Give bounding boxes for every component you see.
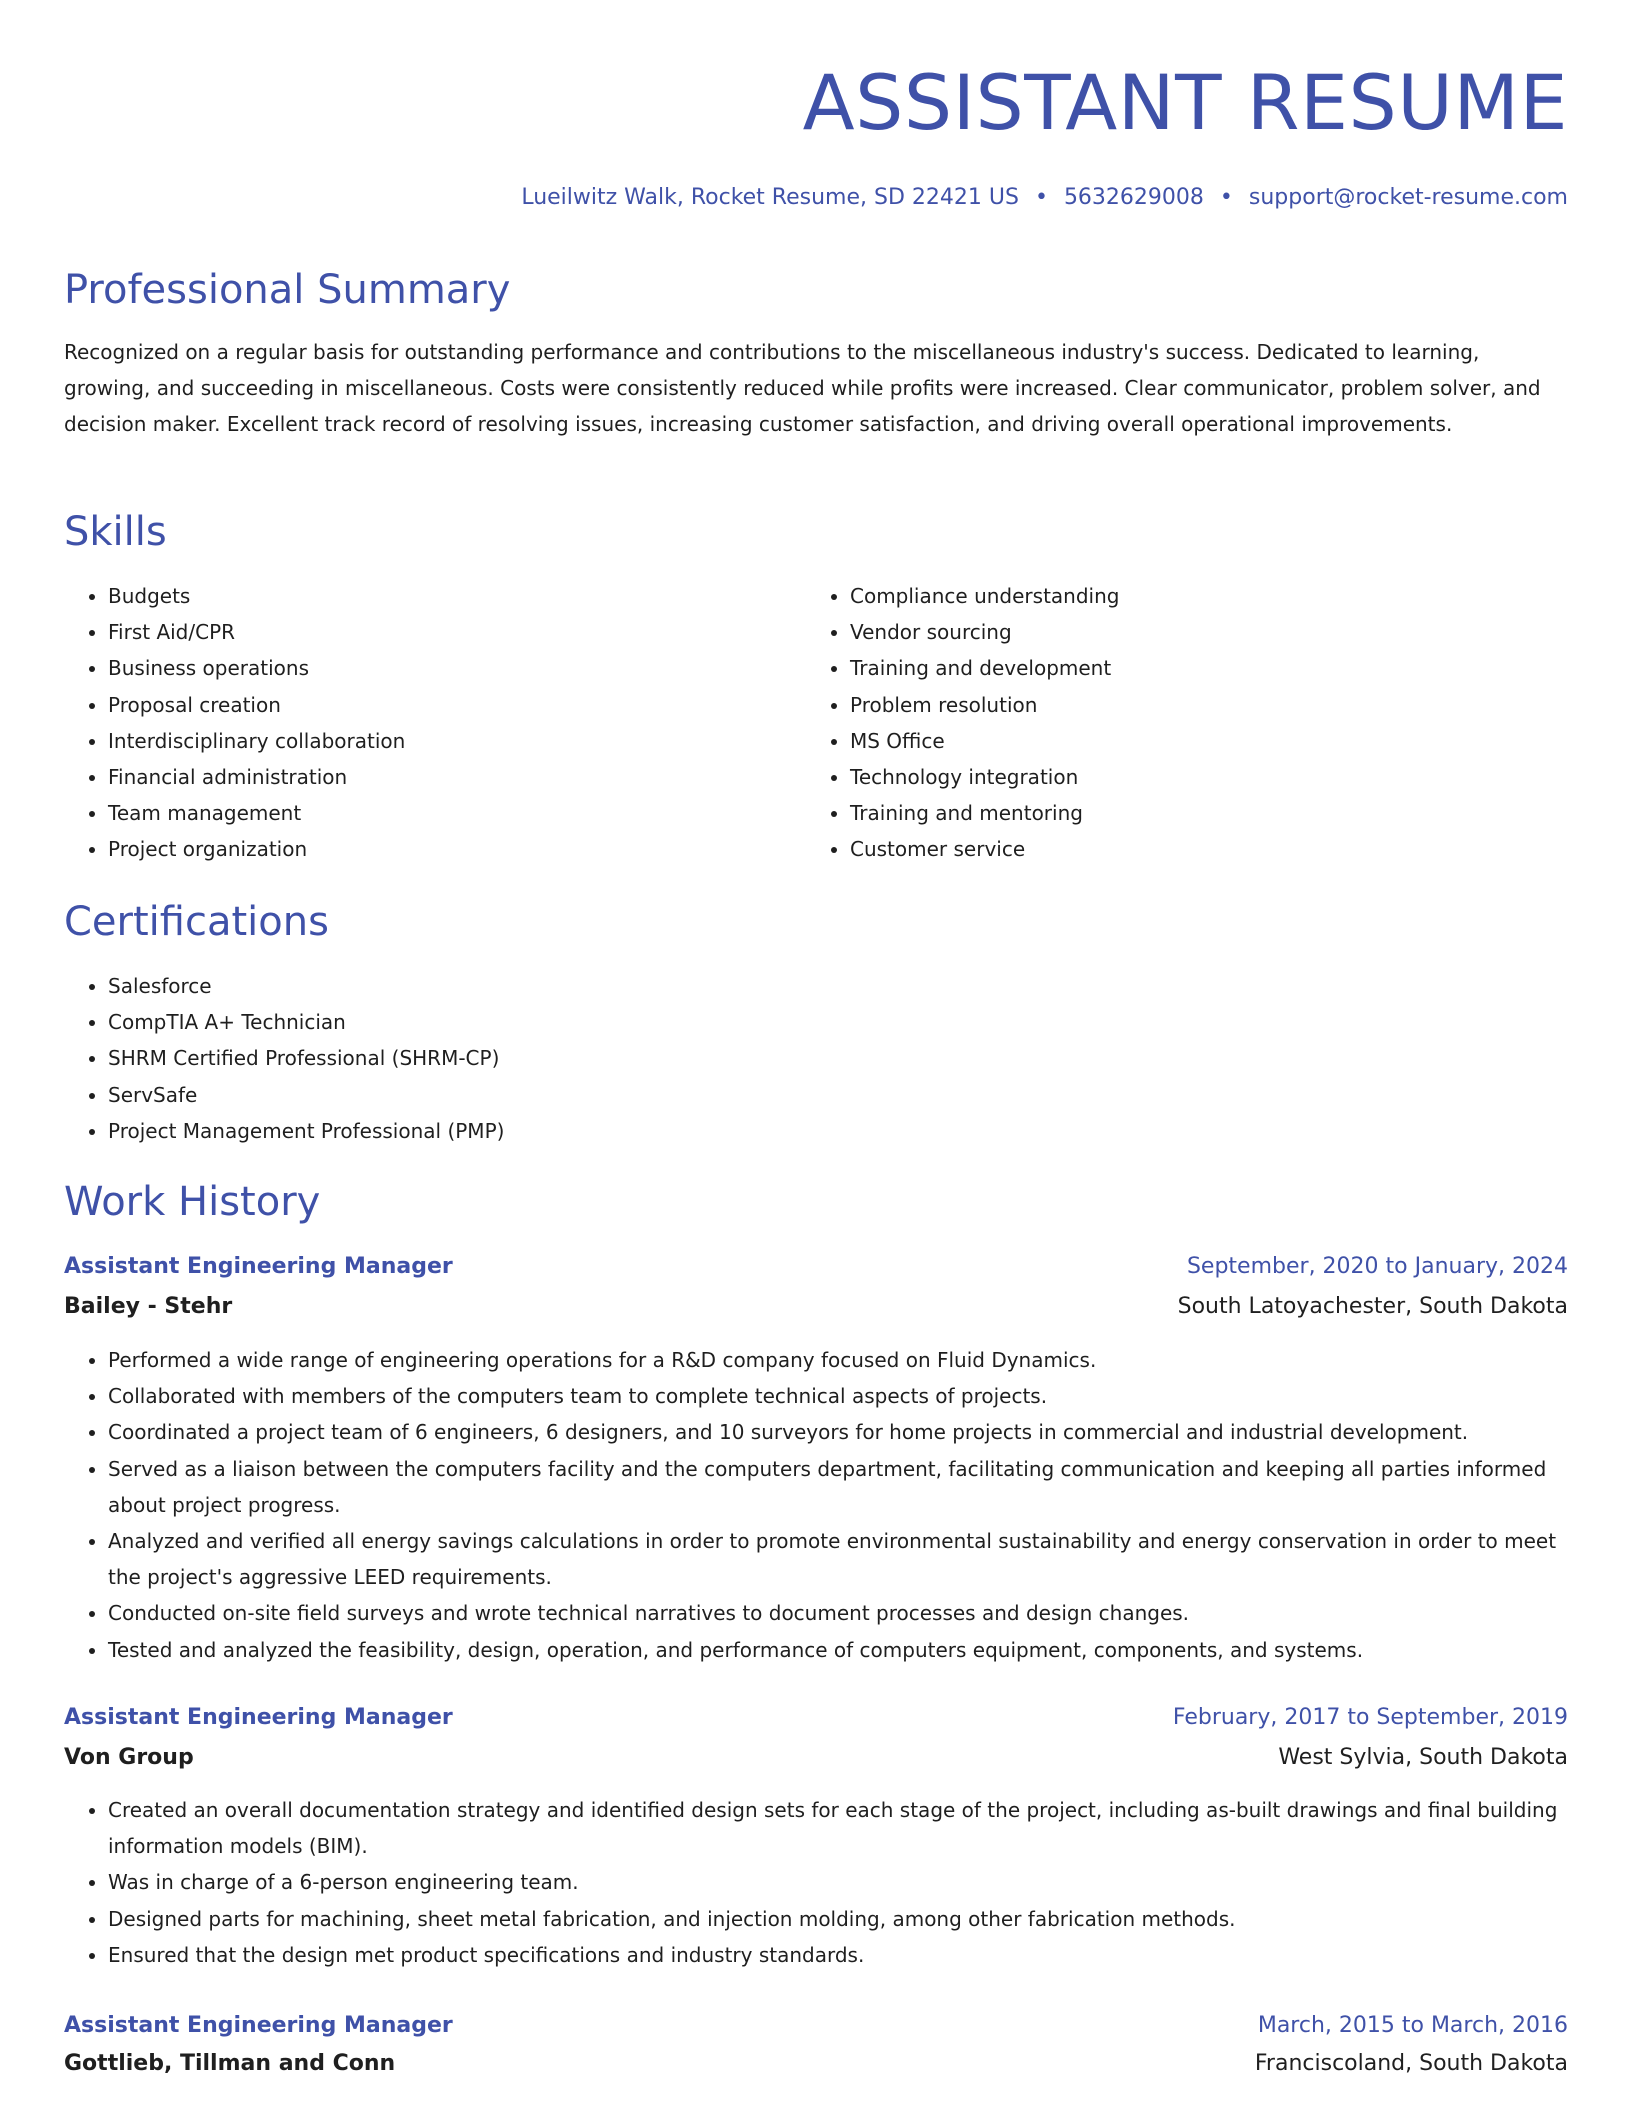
job-bullet: • Created an overall documentation strategy and identified design sets for each stage of the project, including as-built drawings and final building information models (BIM). [108, 1792, 1568, 1864]
contact-separator: • [1034, 185, 1048, 210]
job-company: Gottlieb, Tillman and Conn [64, 2051, 396, 2076]
contact-address: Lueilwitz Walk, Rocket Resume, SD 22421 US [521, 185, 1019, 210]
job-bullet: • Was in charge of a 6-person engineering team. [108, 1864, 1568, 1900]
skill-item: • Business operations [108, 650, 808, 686]
job-company: Bailey - Stehr [64, 1294, 233, 1319]
skill-item: • Compliance understanding [850, 578, 1550, 614]
job-title: Assistant Engineering Manager [64, 2013, 453, 2038]
certifications-list [64, 968, 1508, 1149]
summary-heading: Professional Summary [64, 267, 511, 313]
skill-item: • Customer service [850, 831, 1550, 867]
certification-item: • Project Management Professional (PMP) [108, 1113, 1508, 1149]
skill-item: • Team management [108, 795, 808, 831]
job-bullet: • Designed parts for machining, sheet metal fabrication, and injection molding, among other fabrication methods. [108, 1901, 1568, 1937]
job-bullet: • Ensured that the design met product specifications and industry standards. [108, 1937, 1568, 1973]
skills-heading: Skills [64, 509, 167, 555]
job-bullet: • Served as a liaison between the computers facility and the computers department, facilitating communication and keeping all parties informed about project progress. [108, 1451, 1568, 1523]
job-title: Assistant Engineering Manager [64, 1254, 453, 1279]
skill-item: • Budgets [108, 578, 808, 614]
job-bullet: • Performed a wide range of engineering operations for a R&D company focused on Fluid Dynamics. [108, 1342, 1568, 1378]
contact-line [521, 182, 1568, 214]
skill-item: • Vendor sourcing [850, 614, 1550, 650]
job-bullet: • Collaborated with members of the computers team to complete technical aspects of projects. [108, 1378, 1568, 1414]
work-history-heading: Work History [64, 1179, 321, 1225]
job-location: South Latoyachester, South Dakota [1177, 1294, 1568, 1319]
skill-item: • Proposal creation [108, 687, 808, 723]
job-dates: February, 2017 to September, 2019 [1172, 1705, 1568, 1730]
certification-item: • Salesforce [108, 968, 1508, 1004]
contact-separator: • [1219, 185, 1233, 210]
job-dates: September, 2020 to January, 2024 [1186, 1254, 1568, 1279]
skill-item: • Training and development [850, 650, 1550, 686]
job-company: Von Group [64, 1745, 194, 1770]
job-bullet: • Analyzed and verified all energy savings calculations in order to promote environmental sustainability and energy conservation in order to meet the project's aggressive LEED requirements. [108, 1523, 1568, 1595]
job-bullet: • Conducted on-site field surveys and wrote technical narratives to document processes and design changes. [108, 1595, 1568, 1631]
summary-text: Recognized on a regular basis for outstanding performance and contributions to the miscellaneous industry's success. Dedicated to learning, growing, and succeeding in miscellaneous. Costs were consistently reduced while profits were increased. Clear communicator, problem solver, and decision maker. Excellent track record of resolving issues, increasing customer satisfaction, and driving overall operational improvements. [64, 340, 1541, 436]
job-dates: March, 2015 to March, 2016 [1257, 2013, 1568, 2038]
skill-item: • Training and mentoring [850, 795, 1550, 831]
skill-item: • Project organization [108, 831, 808, 867]
job-bullet: • Coordinated a project team of 6 engineers, 6 designers, and 10 surveyors for home projects in commercial and industrial development. [108, 1414, 1568, 1450]
skill-item: • MS Office [850, 723, 1550, 759]
skill-item: • Financial administration [108, 759, 808, 795]
job-bullet-list [64, 1342, 1568, 1668]
resume-name: ASSISTANT RESUME [802, 58, 1568, 147]
skill-item: • Technology integration [850, 759, 1550, 795]
contact-phone[interactable]: 5632629008 [1063, 185, 1204, 210]
job-bullet: • Tested and analyzed the feasibility, design, operation, and performance of computers equipment, components, and systems. [108, 1632, 1568, 1668]
job-location: Franciscoland, South Dakota [1254, 2051, 1568, 2076]
certifications-heading: Certifications [64, 899, 329, 945]
skill-item: • Interdisciplinary collaboration [108, 723, 808, 759]
skills-list-right [806, 578, 1550, 868]
skill-item: • First Aid/CPR [108, 614, 808, 650]
skills-list-left [64, 578, 808, 868]
certification-item: • ServSafe [108, 1077, 1508, 1113]
certification-item: • CompTIA A+ Technician [108, 1004, 1508, 1040]
job-location: West Sylvia, South Dakota [1278, 1745, 1568, 1770]
job-bullet-list [64, 1792, 1568, 1973]
skill-item: • Problem resolution [850, 687, 1550, 723]
certification-item: • SHRM Certified Professional (SHRM-CP) [108, 1040, 1508, 1076]
contact-email[interactable]: support@rocket-resume.com [1248, 185, 1568, 210]
job-title: Assistant Engineering Manager [64, 1705, 453, 1730]
